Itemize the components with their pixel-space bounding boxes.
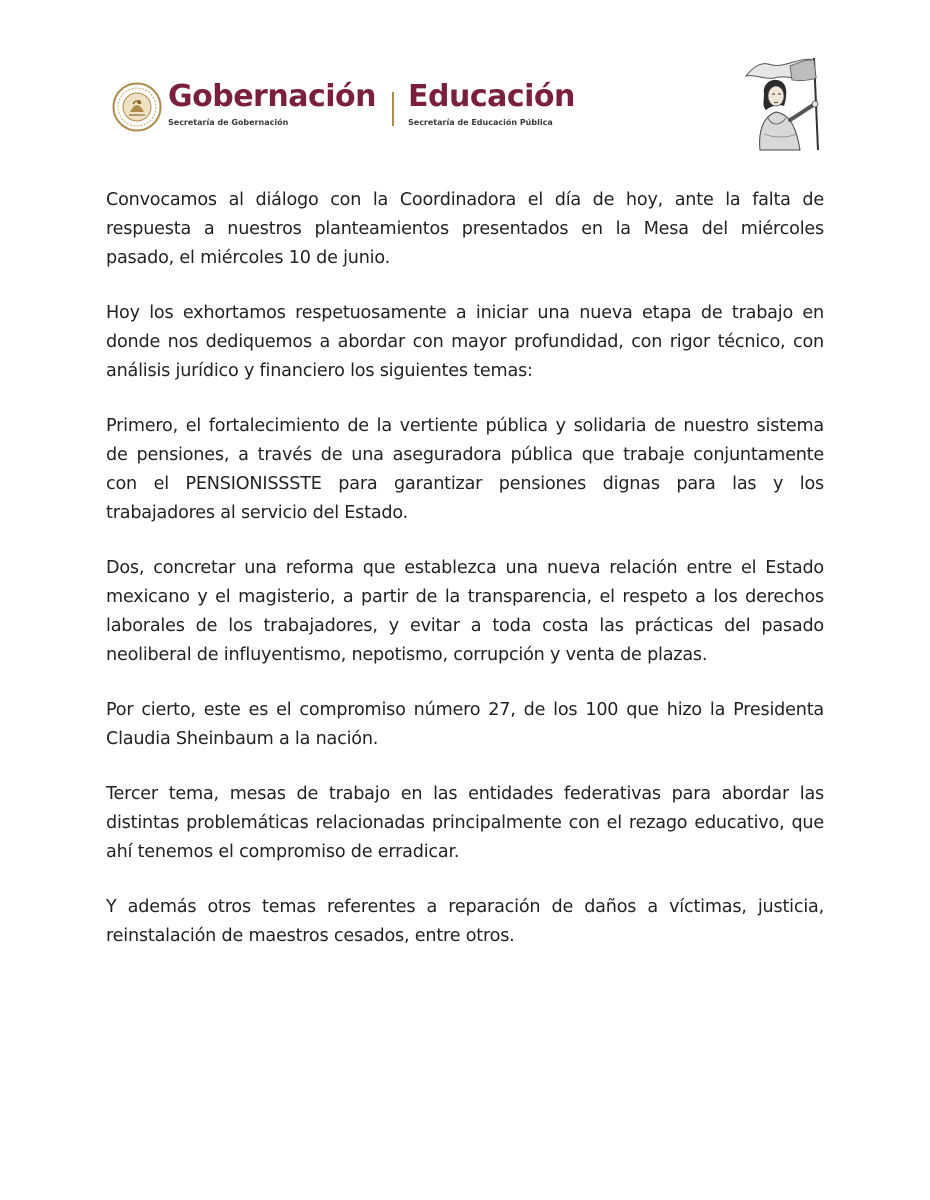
letterhead — [112, 78, 582, 134]
gobernacion-title: Gobernación — [168, 79, 376, 114]
paragraph: Tercer tema, mesas de trabajo en las entidades federativas para abordar las distintas problemáticas relacionadas principalmente con el rezago educativo, que ahí tenemos el compromiso de erradicar. — [106, 784, 824, 862]
educacion-title: Educación — [408, 79, 575, 114]
gobernacion-subtitle: Secretaría de Gobernación — [168, 118, 289, 127]
statement-body — [106, 186, 824, 977]
brand-divider — [392, 92, 394, 126]
coat-of-arms-seal-icon — [112, 82, 162, 132]
paragraph: Convocamos al diálogo con la Coordinadora el día de hoy, ante la falta de respuesta a nuestros planteamientos presentados en la Mesa del miércoles pasado, el miércoles 10 de junio. — [106, 190, 824, 268]
paragraph: Dos, concretar una reforma que establezca una nueva relación entre el Estado mexicano y el magisterio, a partir de la transparencia, el respeto a los derechos laborales de los trabajadores, y evitar a toda costa las prácticas del pasado neoliberal de influyentismo, nepotismo, corrupción y venta de plazas. — [106, 558, 824, 665]
paragraph: Primero, el fortalecimiento de la vertiente pública y solidaria de nuestro sistema de pensiones, a través de una aseguradora pública que trabaje conjuntamente con el PENSIONISSSTE para garantizar pensiones dignas para las y los trabajadores al servicio del Estado. — [106, 416, 824, 523]
woman-with-flag-icon — [734, 54, 826, 152]
educacion-subtitle: Secretaría de Educación Pública — [408, 118, 553, 127]
educacion-brand — [408, 78, 575, 128]
gobernacion-brand — [168, 78, 376, 128]
paragraph: Y además otros temas referentes a reparación de daños a víctimas, justicia, reinstalación de maestros cesados, entre otros. — [106, 897, 824, 946]
paragraph: Por cierto, este es el compromiso número 27, de los 100 que hizo la Presidenta Claudia Sheinbaum a la nación. — [106, 700, 824, 749]
paragraph: Hoy los exhortamos respetuosamente a iniciar una nueva etapa de trabajo en donde nos dediquemos a abordar con mayor profundidad, con rigor técnico, con análisis jurídico y financiero los siguientes temas: — [106, 303, 824, 381]
